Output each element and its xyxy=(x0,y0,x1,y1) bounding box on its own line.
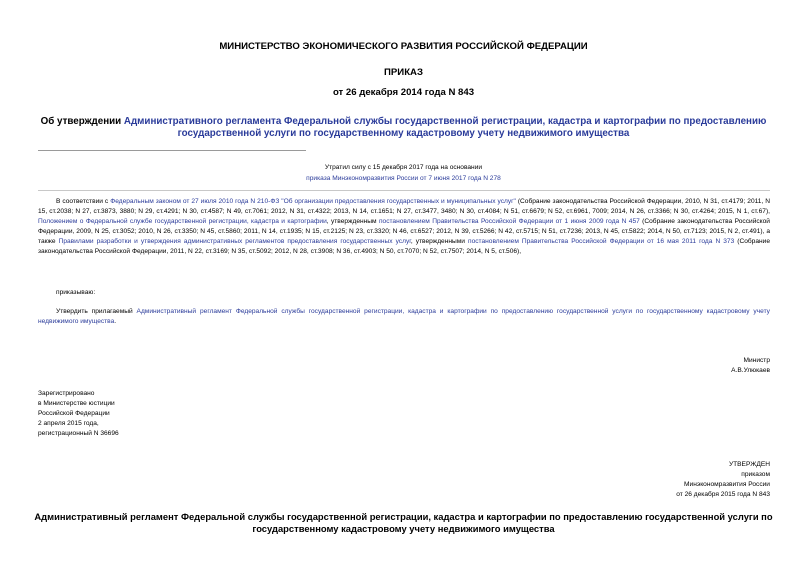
registration-line: 2 апреля 2015 года, xyxy=(38,420,99,427)
federal-law-link[interactable]: Федеральным законом от 27 июля 2010 года N 210-ФЗ "Об организации предоставления государственных и муниципальных услуг" xyxy=(110,198,516,205)
ministry-heading: МИНИСТЕРСТВО ЭКОНОМИЧЕСКОГО РАЗВИТИЯ РОССИЙСКОЙ ФЕДЕРАЦИИ xyxy=(219,41,588,52)
approve-text: Утвердить прилагаемый xyxy=(56,308,137,315)
order-heading: ПРИКАЗ xyxy=(384,67,423,78)
approved-line: УТВЕРЖДЕН xyxy=(728,461,770,468)
registration-line: регистрационный N 36696 xyxy=(38,430,119,437)
approve-paragraph xyxy=(38,307,770,327)
approved-regulation-link[interactable]: Административный регламент Федеральной службы государственной регистрации, кадастра и картографии по предоставлению государственной услуги по государственному кадастровому учету недвижимого имущества xyxy=(38,308,770,325)
registration-line: Российской Федерации xyxy=(38,410,110,417)
registration-block xyxy=(38,389,288,439)
title-prefix: Об утверждении xyxy=(40,116,124,127)
signature-block xyxy=(570,356,770,376)
approve-text: . xyxy=(114,318,117,325)
approved-line: приказом xyxy=(741,471,770,478)
regulation-title-line: государственному кадастровому учету недвижимого имущества xyxy=(252,523,555,534)
long-divider xyxy=(38,190,770,191)
repeal-order-link[interactable]: приказа Минэкономразвития России от 7 июня 2017 года N 278 xyxy=(306,174,501,182)
signature-title: Министр xyxy=(743,357,770,364)
short-divider xyxy=(38,150,306,151)
status-note xyxy=(0,163,807,184)
approved-block xyxy=(520,460,770,500)
gov-decree-457-link[interactable]: постановлением Правительства Российской Федерации от 1 июня 2009 года N 457 xyxy=(378,218,640,225)
preamble-text: , утвержденными xyxy=(410,238,468,245)
approved-line: от 26 декабря 2015 года N 843 xyxy=(676,491,770,498)
orders-word: приказываю: xyxy=(56,289,96,296)
preamble-paragraph xyxy=(38,197,770,257)
registration-line: в Министерстве юстиции xyxy=(38,400,115,407)
regulation-title xyxy=(0,511,807,535)
regulation-provision-link[interactable]: Положением о Федеральной службе государственной регистрации, кадастра и картографии xyxy=(38,218,327,225)
preamble-text: , утвержденным xyxy=(326,218,379,225)
preamble-text: В соответствии с xyxy=(56,198,111,205)
preamble-text: (Собрание законодательства Российской Федерации, 2009, N 25, ст.3052; 2010, N 26, ст.3350; N 45, ст.5860; 2011, N 14, ст.1935; N 15, ст.2125; N 23, ст.3320; N 46, ст.6527; 2012, N 39, ст.5266; N 42, ст.5715; N 51, ст.7236; 2013, N 45, ст.5822; 2014, N 50, ст.7123; 2015, N 2, ст.491), а также xyxy=(38,218,770,245)
regulation-link-cont[interactable]: государственной услуги по государственному кадастровому учету недвижимого имущества xyxy=(177,128,630,139)
preamble-text: (Собрание законодательства Российской Федерации, 2010, N 31, ст.4179; 2011, N 15, ст.2038; N 27, ст.3873, 3880; N 29, ст.4291; N 30, ст.4587; N 49, ст.7061; 2012, N 31, ст.4322; 2013, N 14, ст.1651; N 27, ст.3477, 3480; N 30, ст.4084; N 51, ст.6679; N 52, ст.6961, 7009; 2014, N 26, ст.3366; N 30, ст.4264; 2015, N 1, ст.67), xyxy=(38,198,771,215)
rules-link[interactable]: Правилами разработки и утверждения административных регламентов предоставления государственных услуг xyxy=(58,238,411,245)
order-date: от 26 декабря 2014 года N 843 xyxy=(332,87,475,98)
status-line: Утратил силу с 15 декабря 2017 года на основании xyxy=(324,164,483,171)
regulation-title-line: Административный регламент Федеральной службы государственной регистрации, кадастра и картографии по предоставлению государственной услуги по xyxy=(34,511,773,522)
preamble-text: (Собрание законодательства Российской Федерации, 2011, N 22, ст.3169; N 35, ст.5092; 2012, N 28, ст.3908; N 36, ст.4903; N 50, ст.7070; N 52, ст.7507; 2014, N 5, ст.506), xyxy=(38,238,770,255)
registration-line: Зарегистрировано xyxy=(38,390,95,397)
gov-decree-373-link[interactable]: постановлением Правительства Российской Федерации от 16 мая 2011 года N 373 xyxy=(468,238,735,245)
signature-name: А.В.Улюкаев xyxy=(731,367,770,374)
approved-line: Минэкономразвития России xyxy=(684,481,770,488)
order-title xyxy=(0,116,807,140)
regulation-link[interactable]: Административного регламента Федеральной службы государственной регистрации, кадастра и картографии по предоставлению xyxy=(123,116,767,127)
